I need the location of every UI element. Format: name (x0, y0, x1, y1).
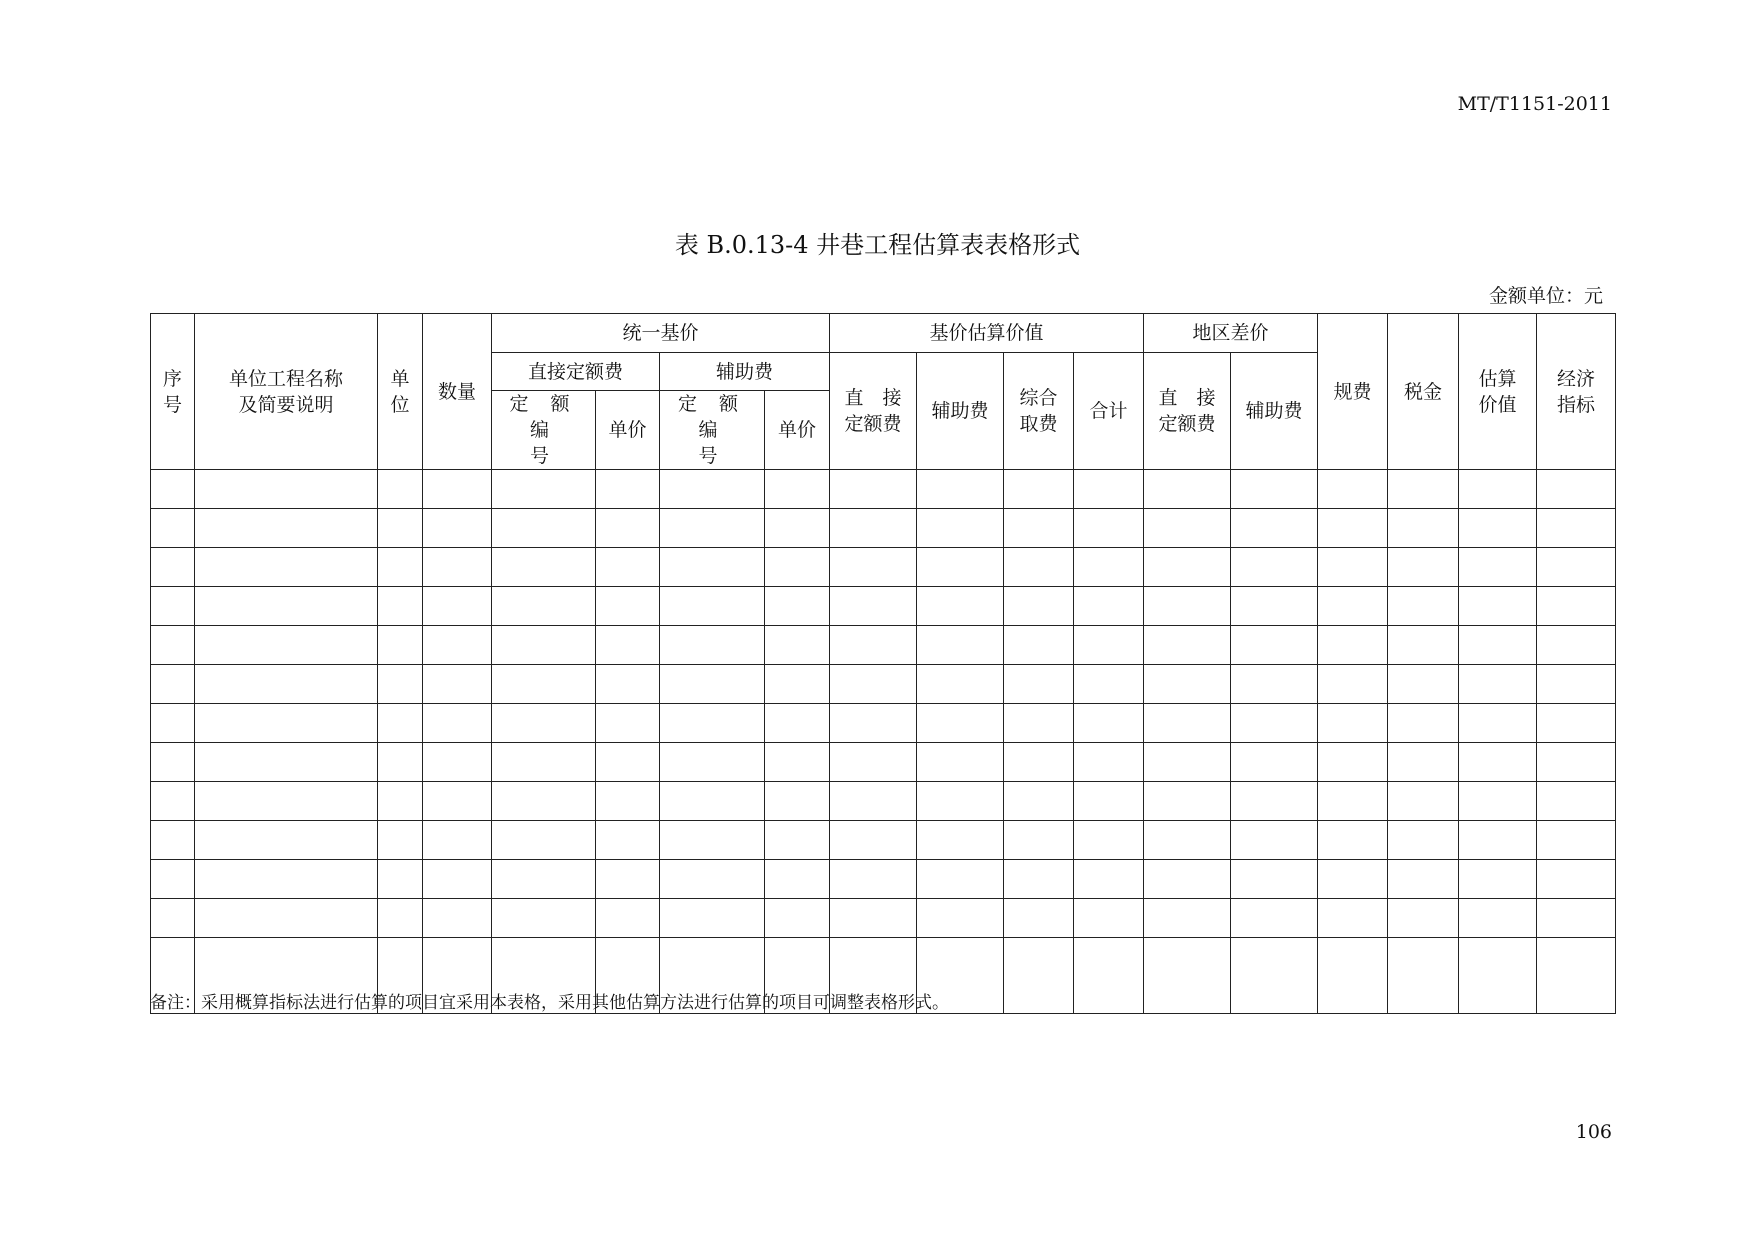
table-cell (1144, 509, 1231, 548)
table-cell (1231, 587, 1318, 626)
table-cell (151, 899, 195, 938)
table-cell (1388, 782, 1459, 821)
footnote: 备注：采用概算指标法进行估算的项目宜采用本表格，采用其他估算方法进行估算的项目可调整表格形式。 (150, 993, 949, 1013)
table-body (151, 470, 1616, 1014)
header-econ-index: 经济 指标 (1537, 314, 1616, 470)
table-cell (765, 743, 830, 782)
table-cell (378, 743, 423, 782)
table-cell (596, 704, 660, 743)
table-row (151, 704, 1616, 743)
table-cell (1388, 665, 1459, 704)
table-row (151, 509, 1616, 548)
table-cell (1004, 470, 1074, 509)
table-cell (765, 470, 830, 509)
table-cell (596, 743, 660, 782)
table-cell (195, 743, 378, 782)
table-cell (660, 821, 765, 860)
table-cell (1537, 860, 1616, 899)
table-cell (492, 743, 596, 782)
table-cell (1004, 938, 1074, 1014)
table-cell (1144, 782, 1231, 821)
table-cell (492, 470, 596, 509)
table-cell (423, 899, 492, 938)
table-cell (423, 509, 492, 548)
table-cell (1144, 548, 1231, 587)
table-cell (378, 704, 423, 743)
table-cell (830, 587, 917, 626)
table-cell (195, 470, 378, 509)
table-row (151, 782, 1616, 821)
table-cell (1074, 626, 1144, 665)
table-cell (1318, 860, 1388, 899)
table-cell (1004, 704, 1074, 743)
table-cell (195, 782, 378, 821)
table-cell (492, 509, 596, 548)
table-cell (1231, 665, 1318, 704)
header-qty: 数量 (423, 314, 492, 470)
table-cell (765, 782, 830, 821)
table-cell (1231, 509, 1318, 548)
table-cell (1537, 899, 1616, 938)
table-cell (1537, 509, 1616, 548)
header-unified-base-price: 统一基价 (492, 314, 830, 353)
table-cell (195, 548, 378, 587)
table-cell (423, 782, 492, 821)
table-cell (1318, 587, 1388, 626)
table-cell (1459, 782, 1537, 821)
table-cell (596, 626, 660, 665)
table-cell (492, 665, 596, 704)
table-cell (1074, 938, 1144, 1014)
table-cell (492, 782, 596, 821)
table-cell (1537, 704, 1616, 743)
table-cell (1318, 548, 1388, 587)
table-cell (492, 704, 596, 743)
table-cell (1318, 626, 1388, 665)
header-unit-price-1: 单价 (596, 391, 660, 470)
table-cell (1231, 938, 1318, 1014)
table-cell (830, 860, 917, 899)
table-cell (830, 743, 917, 782)
table-cell (917, 470, 1004, 509)
table-cell (1318, 509, 1388, 548)
table-cell (1231, 743, 1318, 782)
table-cell (765, 860, 830, 899)
table-cell (1459, 587, 1537, 626)
header-bp-aux: 辅助费 (917, 353, 1004, 470)
header-name: 单位工程名称 及简要说明 (195, 314, 378, 470)
table-cell (765, 548, 830, 587)
table-cell (1004, 509, 1074, 548)
table-cell (830, 548, 917, 587)
table-cell (596, 860, 660, 899)
table-cell (660, 899, 765, 938)
table-cell (378, 665, 423, 704)
table-cell (1459, 899, 1537, 938)
table-cell (1537, 665, 1616, 704)
table-cell (596, 509, 660, 548)
table-cell (1459, 665, 1537, 704)
header-quota-no-1: 定 额 编 号 (492, 391, 596, 470)
table-cell (151, 782, 195, 821)
table-cell (917, 860, 1004, 899)
table-cell (1388, 470, 1459, 509)
table-cell (151, 626, 195, 665)
table-cell (1231, 860, 1318, 899)
table-cell (151, 743, 195, 782)
table-cell (765, 704, 830, 743)
table-cell (492, 626, 596, 665)
table-cell (830, 509, 917, 548)
header-auxiliary-fee: 辅助费 (660, 353, 830, 391)
table-cell (378, 821, 423, 860)
table-cell (660, 470, 765, 509)
table-cell (660, 665, 765, 704)
table-cell (1074, 860, 1144, 899)
table-cell (765, 509, 830, 548)
table-cell (1004, 665, 1074, 704)
table-cell (1537, 548, 1616, 587)
table-title: 表 B.0.13-4 井巷工程估算表表格形式 (674, 231, 1081, 259)
table-cell (1388, 743, 1459, 782)
table-cell (660, 782, 765, 821)
table-cell (1318, 665, 1388, 704)
table-cell (1459, 821, 1537, 860)
table-cell (1318, 938, 1388, 1014)
table-cell (1388, 938, 1459, 1014)
table-cell (1144, 626, 1231, 665)
table-cell (765, 821, 830, 860)
table-cell (1144, 470, 1231, 509)
table-cell (1388, 548, 1459, 587)
table-cell (1459, 470, 1537, 509)
header-rd-direct: 直 接 定额费 (1144, 353, 1231, 470)
table-cell (596, 899, 660, 938)
table-cell (1537, 626, 1616, 665)
table-cell (423, 548, 492, 587)
table-cell (151, 548, 195, 587)
table-cell (492, 860, 596, 899)
table-cell (917, 665, 1004, 704)
table-cell (917, 587, 1004, 626)
table-cell (423, 470, 492, 509)
table-row (151, 548, 1616, 587)
table-cell (492, 548, 596, 587)
table-cell (830, 782, 917, 821)
table-cell (1144, 665, 1231, 704)
table-cell (1231, 548, 1318, 587)
table-cell (151, 470, 195, 509)
table-cell (660, 704, 765, 743)
table-cell (1144, 938, 1231, 1014)
table-cell (1537, 782, 1616, 821)
table-cell (1004, 782, 1074, 821)
table-cell (660, 548, 765, 587)
table-cell (1231, 704, 1318, 743)
table-cell (195, 704, 378, 743)
table-cell (151, 587, 195, 626)
table-cell (1144, 821, 1231, 860)
table-row (151, 743, 1616, 782)
table-cell (423, 587, 492, 626)
table-cell (1004, 626, 1074, 665)
header-seq: 序 号 (151, 314, 195, 470)
table-cell (1459, 548, 1537, 587)
table-cell (378, 626, 423, 665)
table-cell (423, 821, 492, 860)
table-cell (378, 782, 423, 821)
table-cell (830, 899, 917, 938)
table-cell (1074, 704, 1144, 743)
header-fees: 规费 (1318, 314, 1388, 470)
table-cell (1231, 782, 1318, 821)
table-cell (1004, 821, 1074, 860)
header-quota-no-2: 定 额 编 号 (660, 391, 765, 470)
table-cell (195, 899, 378, 938)
table-row (151, 899, 1616, 938)
table-cell (1144, 704, 1231, 743)
table-cell (1074, 509, 1144, 548)
table-cell (1459, 509, 1537, 548)
table-cell (1318, 470, 1388, 509)
table-cell (1231, 821, 1318, 860)
table-cell (1004, 587, 1074, 626)
table-cell (423, 626, 492, 665)
table-cell (195, 626, 378, 665)
table-cell (596, 665, 660, 704)
header-unit-price-2: 单价 (765, 391, 830, 470)
table-cell (765, 665, 830, 704)
table-cell (1074, 548, 1144, 587)
table-cell (765, 626, 830, 665)
table-cell (378, 587, 423, 626)
standard-code: MT/T1151-2011 (1457, 93, 1612, 115)
table-cell (830, 821, 917, 860)
table-cell (596, 548, 660, 587)
header-bp-direct: 直 接 定额费 (830, 353, 917, 470)
header-bp-overhead: 综合 取费 (1004, 353, 1074, 470)
table-cell (1144, 743, 1231, 782)
table-cell (1144, 587, 1231, 626)
table-cell (917, 548, 1004, 587)
table-cell (423, 665, 492, 704)
table-cell (1074, 821, 1144, 860)
table-cell (917, 743, 1004, 782)
table-cell (195, 665, 378, 704)
header-estimate-value: 估算 价值 (1459, 314, 1537, 470)
table-cell (492, 899, 596, 938)
header-unit: 单 位 (378, 314, 423, 470)
table-cell (1074, 470, 1144, 509)
table-cell (195, 860, 378, 899)
table-cell (151, 704, 195, 743)
table-cell (492, 821, 596, 860)
table-cell (830, 470, 917, 509)
table-cell (1318, 743, 1388, 782)
table-cell (1231, 626, 1318, 665)
table-cell (378, 470, 423, 509)
table-cell (917, 704, 1004, 743)
table-cell (660, 587, 765, 626)
table-cell (1318, 704, 1388, 743)
header-regional-diff: 地区差价 (1144, 314, 1318, 353)
table-cell (830, 665, 917, 704)
header-direct-quota-fee: 直接定额费 (492, 353, 660, 391)
table-cell (1388, 860, 1459, 899)
table-cell (1318, 821, 1388, 860)
table-cell (1318, 782, 1388, 821)
table-row (151, 821, 1616, 860)
table-cell (195, 821, 378, 860)
header-tax: 税金 (1388, 314, 1459, 470)
table-cell (917, 626, 1004, 665)
table-cell (151, 509, 195, 548)
table-cell (596, 470, 660, 509)
table-cell (596, 782, 660, 821)
header-base-price-estimate: 基价估算价值 (830, 314, 1144, 353)
table-cell (1537, 938, 1616, 1014)
table-cell (1074, 665, 1144, 704)
table-cell (378, 509, 423, 548)
table-cell (151, 665, 195, 704)
table-cell (1459, 938, 1537, 1014)
table-cell (917, 821, 1004, 860)
table-cell (1388, 626, 1459, 665)
table-cell (1537, 821, 1616, 860)
table-cell (1388, 704, 1459, 743)
table-cell (1074, 782, 1144, 821)
table-cell (660, 626, 765, 665)
table-cell (378, 548, 423, 587)
table-cell (1459, 704, 1537, 743)
table-cell (1537, 587, 1616, 626)
table-cell (917, 509, 1004, 548)
table-cell (195, 587, 378, 626)
table-cell (1388, 821, 1459, 860)
table-cell (195, 509, 378, 548)
table-cell (1537, 743, 1616, 782)
table-cell (596, 821, 660, 860)
table-cell (1231, 899, 1318, 938)
table-cell (1537, 470, 1616, 509)
table-row (151, 626, 1616, 665)
header-bp-total: 合计 (1074, 353, 1144, 470)
table-cell (151, 860, 195, 899)
table-cell (423, 743, 492, 782)
table-cell (1318, 899, 1388, 938)
table-cell (830, 626, 917, 665)
table-cell (1144, 860, 1231, 899)
table-cell (765, 587, 830, 626)
table-cell (917, 899, 1004, 938)
table-cell (917, 782, 1004, 821)
currency-unit-note: 金额单位：元 (1488, 285, 1603, 307)
table-cell (1004, 860, 1074, 899)
header-rd-aux: 辅助费 (1231, 353, 1318, 470)
table-cell (1074, 743, 1144, 782)
table-cell (1459, 626, 1537, 665)
table-cell (596, 587, 660, 626)
table-cell (492, 587, 596, 626)
table-cell (1004, 743, 1074, 782)
table-row (151, 665, 1616, 704)
table-cell (1388, 899, 1459, 938)
table-cell (151, 821, 195, 860)
table-row (151, 860, 1616, 899)
table-row (151, 587, 1616, 626)
table-cell (378, 899, 423, 938)
table-cell (830, 704, 917, 743)
table-cell (1388, 587, 1459, 626)
table-cell (660, 743, 765, 782)
table-cell (765, 899, 830, 938)
table-row (151, 470, 1616, 509)
page-number: 106 (1575, 1121, 1612, 1143)
table-cell (1388, 509, 1459, 548)
table-cell (1074, 899, 1144, 938)
table-cell (423, 704, 492, 743)
table-cell (1004, 899, 1074, 938)
table-cell (378, 860, 423, 899)
table-cell (1459, 743, 1537, 782)
table-cell (1231, 470, 1318, 509)
estimate-table (150, 313, 1616, 1014)
table-cell (1459, 860, 1537, 899)
table-cell (423, 860, 492, 899)
table-cell (660, 860, 765, 899)
table-cell (660, 509, 765, 548)
table-cell (1004, 548, 1074, 587)
table-cell (1074, 587, 1144, 626)
table-cell (1144, 899, 1231, 938)
